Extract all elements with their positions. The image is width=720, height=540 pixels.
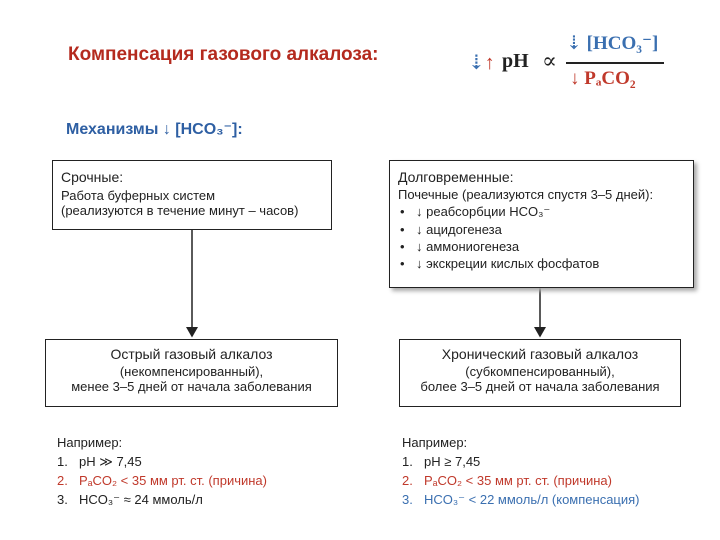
example-item: 3. HCO₃⁻ ≈ 24 ммоль/л: [57, 492, 203, 507]
mechanisms-label: Механизмы ↓ [HCO₃⁻]:: [66, 121, 243, 138]
example-item: 1. pH ≫ 7,45: [57, 454, 142, 469]
slide-title: Компенсация газового алкалоза:: [68, 44, 379, 65]
chronic-example: [402, 433, 640, 509]
list-item: • ↓ ацидогенеза: [416, 222, 685, 237]
acute-line1: (некомпенсированный),: [119, 364, 264, 379]
longterm-list: [398, 204, 685, 271]
chronic-alkalosis-box: [399, 339, 681, 407]
down-dashed-arrow-icon: ⇣: [468, 52, 485, 74]
chronic-heading: Хронический газовый алкалоз: [441, 346, 639, 362]
chronic-line1: (субкомпенсированный),: [465, 364, 615, 379]
ph-symbol: pH: [502, 50, 529, 72]
formula-numerator: ⇣ [HCO₃⁻]: [566, 33, 659, 54]
chronic-line2: более 3–5 дней от начала заболевания: [420, 379, 660, 394]
urgent-line1: Работа буферных систем: [61, 188, 216, 203]
longterm-mechanisms-box: [389, 160, 694, 288]
acute-heading: Острый газовый алкалоз: [110, 346, 273, 362]
urgent-mechanisms-box: [52, 160, 332, 230]
up-arrow-icon: ↑: [484, 52, 495, 74]
list-item: • ↓ реабсорбции HCO₃⁻: [416, 204, 685, 220]
urgent-line2: (реализуются в течение минут – часов): [61, 203, 299, 218]
example-item: 1. pH ≥ 7,45: [402, 454, 481, 469]
list-item: • ↓ аммониогенеза: [416, 239, 685, 254]
acute-alkalosis-box: [45, 339, 338, 407]
example-item: 2. PₐCO₂ < 35 мм рт. ст. (причина): [402, 473, 612, 488]
formula-denominator: ↓ PₐCO₂: [570, 68, 636, 89]
example-item: 3. HCO₃⁻ < 22 ммоль/л (компенсация): [402, 492, 640, 507]
longterm-heading: Долговременные:: [398, 169, 514, 185]
proportional-symbol: ∝: [542, 48, 557, 73]
example-item: 2. PₐCO₂ < 35 мм рт. ст. (причина): [57, 473, 267, 488]
list-item: • ↓ экскреции кислых фосфатов: [416, 256, 685, 271]
acute-example: [57, 433, 267, 509]
longterm-subheading: Почечные (реализуются спустя 3–5 дней):: [398, 187, 654, 202]
example-label: Например:: [402, 435, 468, 450]
urgent-heading: Срочные:: [61, 169, 124, 185]
acute-line2: менее 3–5 дней от начала заболевания: [71, 379, 312, 394]
example-label: Например:: [57, 435, 123, 450]
